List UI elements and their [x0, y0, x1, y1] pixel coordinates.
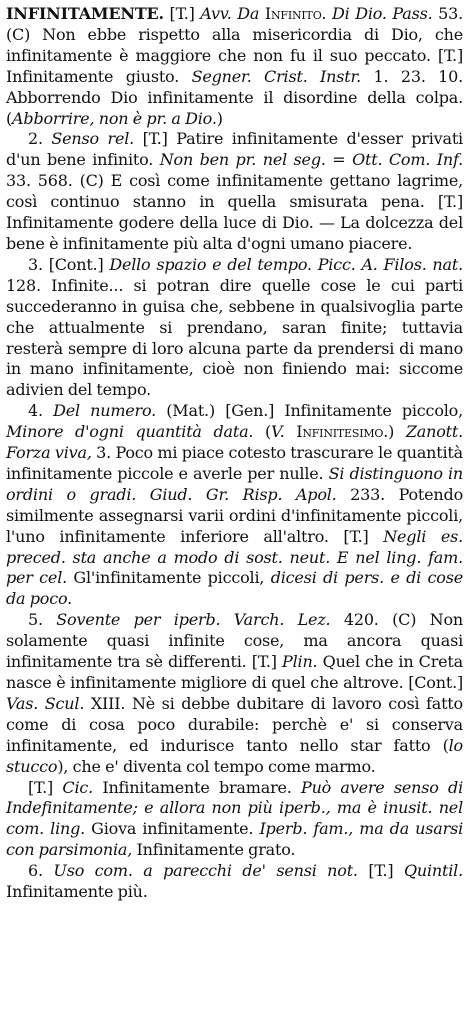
text-run: Iperb. fam., ma da usarsi con parsimonia,: [6, 819, 463, 860]
sense-paragraph-3: [6, 255, 463, 401]
text-run: Dello spazio e del tempo. Picc. A. Filos. nat.: [109, 254, 463, 274]
text-run: Giova infinitamente.: [85, 819, 260, 839]
text-run: Non ben pr. nel seg.: [159, 150, 326, 170]
text-run: Si distinguono in ordini o gradi. Giud. Gr. Risp. Apol.: [6, 463, 463, 504]
text-run: 53. (C) Non ebbe rispetto alla misericordia di Dio, che infinitamente è maggiore che non fu il suo peccato. [T.] Infinitamente giusto.: [6, 4, 463, 86]
text-run: V.: [271, 422, 285, 442]
text-run: 33. 568. (C) E così come infinitamente gettano lagrime, così continuo stanno in quella smisurata pena. [T.] Infinitamente godere della luce di Dio. — La dolcezza del bene è infinitamente più alta d'ogni umano piacere.: [6, 171, 463, 253]
text-run: Senso rel.: [51, 129, 135, 149]
text-run: Può avere senso di Indefinitamente; e allora non più iperb., ma è inusit. nel com. ling.: [6, 777, 463, 839]
text-run: Infinitamente grato.: [132, 840, 296, 860]
text-run: 128. Infinite... si potran dire quelle cose le cui parti succederanno in guisa che, sebbene in qualsivoglia parte che attualmente si prendano, saran finite; tuttavia resterà sempre di loro alcuna parte da prendersi di mano in mano infinitamente, cioè non finiendo mai: siccome adivien del tempo.: [6, 275, 463, 400]
text-run: Gl'infinitamente piccoli,: [67, 568, 271, 588]
text-run: Quintil.: [403, 861, 463, 881]
text-run: 4.: [28, 401, 54, 421]
text-run: XIII. Nè si debbe dubitare di lavoro così fatto come di cosa poco durabile: perchè e' si conserva infinitamente, ed indurisce tanto nello star fatto (: [6, 693, 463, 755]
text-run: 420. (C) Non solamente quasi infinite cose, ma ancora quasi infinitamente tra sè differenti. [T.]: [6, 610, 463, 672]
text-run: Di Dio. Pass.: [332, 4, 433, 23]
text-run: Vas. Scul.: [6, 693, 85, 713]
entry-headword: INFINITAMENTE.: [6, 4, 164, 23]
sense-paragraph-5: [6, 610, 463, 777]
text-run: ): [388, 422, 406, 442]
text-run: Segner. Crist. Instr.: [191, 66, 362, 86]
sense-paragraph-2: [6, 129, 463, 254]
text-run: [285, 422, 297, 441]
text-run: 6.: [28, 861, 54, 881]
text-run: [T.]: [28, 777, 63, 797]
text-run: 2.: [28, 129, 52, 149]
text-run: lo stucco: [6, 735, 463, 776]
text-run: 3. [Cont.]: [28, 254, 110, 274]
text-run: 5.: [28, 610, 57, 630]
text-run: (Mat.) [Gen.] Infinitamente piccolo,: [156, 401, 463, 421]
text-run: =: [325, 150, 353, 170]
text-run: Zanott. Forza viva,: [6, 422, 463, 463]
text-run: 233. Potendo similmente assegnarsi varii ordini d'infinitamente piccoli, l'uno infinitamente inferiore all'altro. [T.]: [6, 484, 464, 546]
text-run: Quel che in Creta nasce è infinitamente migliore di quel che altrove. [Cont.]: [6, 652, 463, 692]
sense-paragraph-6: [6, 861, 463, 903]
text-run: dicesi di pers. e di cose da poco.: [6, 568, 463, 609]
entry-tag: [T.]: [169, 4, 195, 23]
text-run: Cic.: [62, 777, 94, 797]
text-run: Minore d'ogni quantità data.: [6, 422, 254, 442]
text-run: ): [216, 108, 223, 128]
text-run: 3. Poco mi piace cotesto trascurare le quantità infinitamente piccole e averle per nulle.: [6, 443, 463, 483]
entry-etym-prefix: Da: [237, 4, 260, 23]
entry-pos: Avv.: [200, 4, 232, 23]
text-run: Abborrire, non è pr. a Dio.: [12, 108, 217, 128]
sense-paragraph-4: [6, 401, 463, 610]
entry-first-paragraph: [6, 4, 463, 129]
text-run: [T.] Patire infinitamente d'esser privati d'un bene infinito.: [6, 129, 463, 170]
text-run: Negli es. preced. sta anche a modo di sost. neut. E nel ling. fam. per cel.: [6, 526, 464, 588]
text-run: Infinitamente bramare.: [93, 777, 301, 797]
text-run: Sovente per iperb. Varch. Lez.: [56, 610, 331, 630]
text-run: Infinitesimo.: [296, 422, 389, 442]
text-run: 1. 23. 10. Abborrendo Dio infinitamente il disordine della colpa. (: [6, 66, 463, 128]
text-run: ), che e' diventa col tempo come marmo.: [57, 756, 376, 776]
text-run: Ott. Com. Inf.: [352, 150, 464, 170]
text-run: Infinitamente più.: [6, 882, 148, 902]
text-run: (: [253, 422, 272, 442]
entry-etym-word: Infinito.: [264, 4, 327, 23]
text-run: Plin.: [282, 652, 318, 672]
text-run: Del numero.: [53, 401, 157, 421]
sense-paragraph-5-note: [6, 778, 463, 862]
text-run: [T.]: [357, 861, 404, 881]
text-run: Uso com. a parecchi de' sensi not.: [53, 861, 358, 881]
